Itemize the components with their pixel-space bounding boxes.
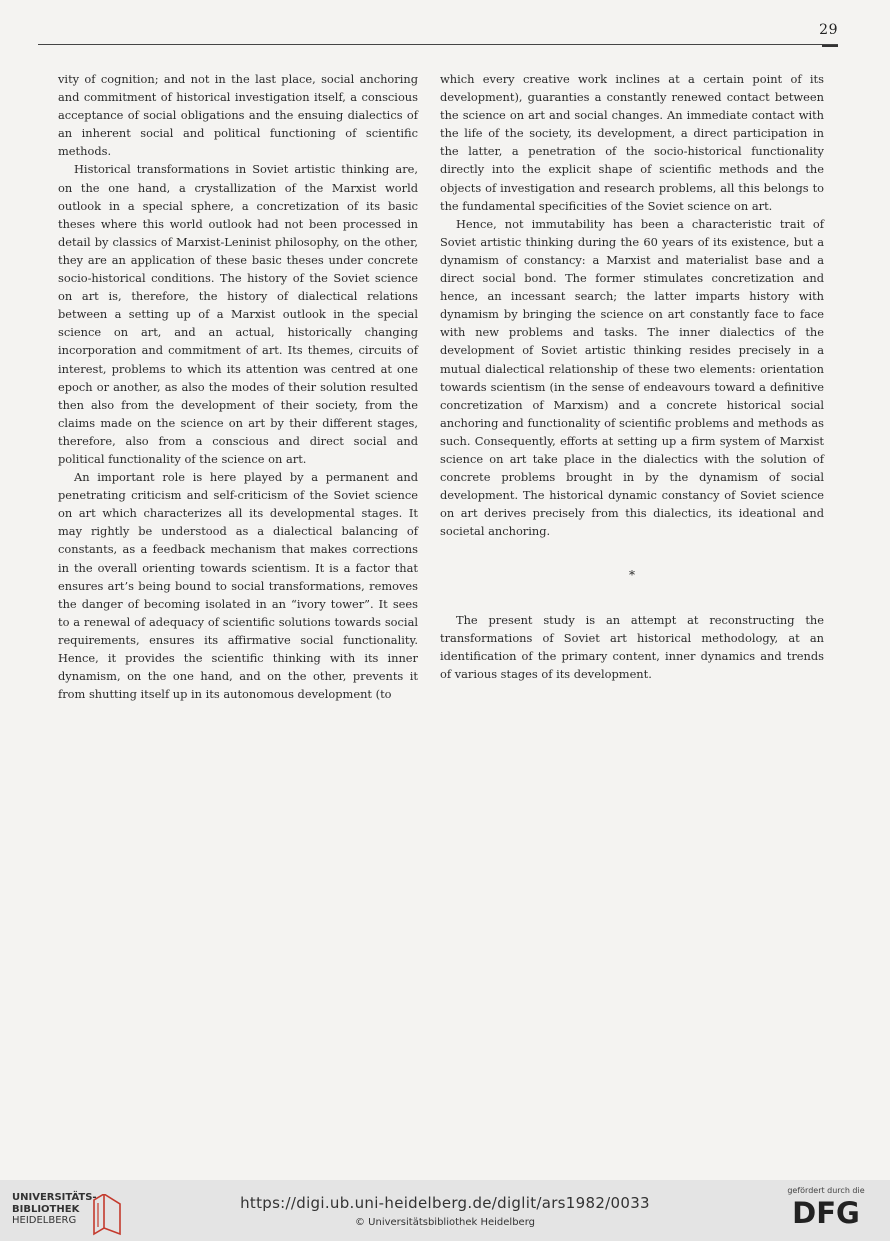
funder-badge[interactable]: [776, 1186, 876, 1229]
right-column: [440, 70, 824, 683]
page-number: 29: [819, 22, 838, 38]
header-rule: [38, 44, 838, 45]
dfg-logo: DFG: [792, 1196, 860, 1230]
left-column: [58, 70, 418, 703]
paragraph: Historical transformations in Soviet artistic thinking are, on the one hand, a crystallization of the Marxist world outlook in a special sphere, a concretization of its basic theses where this world outlook had not been processed in detail by classics of Marxist-Leninist philosophy, on the other, they are an application of these basic theses under concrete socio-historical conditions. The history of the Soviet science on art is, therefore, the history of dialectical relations between a setting up of a Marxist outlook in the special science on art, and an actual, historically changing incorporation and commitment of art. Its themes, circuits of interest, problems to which its attention was centred at one epoch or another, as also the modes of their solution resulted then also from the development of their society, from the claims made on the science on art by their different stages, therefore, also from a conscious and direct social and political functionality of the science on art.: [58, 162, 418, 466]
paragraph: Hence, not immutability has been a characteristic trait of Soviet artistic thinking during the 60 years of its existence, but a dynamism of constancy: a Marxist and materialist base and a direct social bond. The former stimulates concretization and hence, an incessant search; the latter imparts history with dynamism by bringing the science on art constantly face to face with new problems and tasks. The inner dialectics of the development of Soviet artistic thinking resides precisely in a mutual dialectical relationship of these two elements: orientation towards scientism (in the sense of endeavours toward a definitive concretization of Marxism) and a concrete historical social anchoring and functionality of scientific problems and methods as such. Consequently, efforts at setting up a firm system of Marxist science on art take place in the dialectics with the solution of concrete problems brought in by the dynamism of social development. The historical dynamic constancy of Soviet science on art derives precisely from this dialectics, its ideational and societal anchoring.: [440, 216, 824, 539]
library-name: UNIVERSITÄTS- BIBLIOTHEK HEIDELBERG: [12, 1192, 97, 1226]
copyright-notice: © Universitätsbibliothek Heidelberg: [354, 1217, 535, 1228]
paragraph: The present study is an attempt at reconstructing the transformations of Soviet art historical methodology, at an identification of the primary content, inner dynamics and trends of various stages of its development.: [440, 612, 824, 681]
header-rule-tick: [822, 45, 838, 47]
paragraph: which every creative work inclines at a certain point of its development), guaranties a constantly renewed contact between the science on art and social changes. An immediate contact with the life of the society, its development, a direct participation in the latter, a penetration of the socio-historical functionality directly into the explicit shape of scientific methods and the objects of investigation and research problems, all this belongs to the fundamental specificities of the Soviet science on art.: [440, 72, 824, 213]
paragraph: An important role is here played by a permanent and penetrating criticism and self-criticism of the Soviet science on art which characterizes all its developmental stages. It may rightly be understood as a dialectical balancing of constants, as a feedback mechanism that makes corrections in the overall orienting towards scientism. It is a factor that ensures art’s being bound to social transformations, removes the danger of becoming isolated in an “ivory tower”. It sees to a renewal of adequacy of scientific solutions towards social requirements, ensures its affirmative social functionality. Hence, it provides the scientific thinking with its inner dynamism, on the one hand, and on the other, prevents it from shutting itself up in its autonomous development (to: [58, 470, 418, 702]
section-separator: *: [629, 568, 635, 583]
funding-label: gefördert durch die: [787, 1186, 865, 1195]
paragraph: vity of cognition; and not in the last place, social anchoring and commitment of historical investigation itself, a conscious acceptance of social obligations and the ensuing dialectics of an inherent social and political functioning of scientific methods.: [58, 72, 418, 159]
permalink-url[interactable]: https://digi.ub.uni-heidelberg.de/diglit/ars1982/0033: [240, 1194, 650, 1212]
viewer-footer: [0, 1180, 890, 1241]
